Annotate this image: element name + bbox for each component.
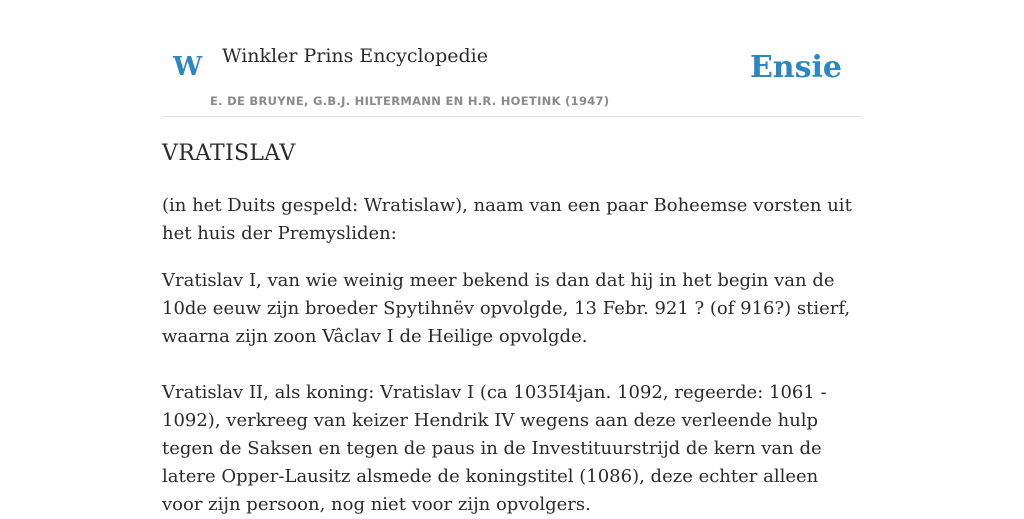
source-header [162,0,862,117]
entry-paragraph-vratislav-2: Vratislav II, als koning: Vratislav I (ca 1035I4jan. 1092, regeerde: 1061 - 1092), verkreeg van keizer Hendrik IV wegens aan deze verleende hulp tegen de Saksen en tegen de paus in de Investituurstrijd de kern van de latere Opper-Lausitz alsmede de koningstitel (1086), deze echter alleen voor zijn persoon, nog niet voor zijn opvolgers. [162,382,827,515]
entry-paragraph-vratislav-1: Vratislav I, van wie weinig meer bekend is dan dat hij in het begin van de 10de eeuw zijn broeder Spytihnëv opvolgde, 13 Febr. 921 ? (of 916?) stierf, waarna zijn zoon Vâclav I de Heilige opvolgde. [162,270,851,347]
entry-body [162,192,862,519]
source-title[interactable]: Winkler Prins Encyclopedie [222,45,488,67]
entry-paragraph-intro: (in het Duits gespeld: Wratislaw), naam van een paar Boheemse vorsten uit het huis der Premysliden: [162,195,852,244]
entry-title: VRATISLAV [162,141,296,166]
source-logo[interactable]: W [173,52,203,82]
brand-logo[interactable]: Ensie [749,50,842,85]
source-authors: E. DE BRUYNE, G.B.J. HILTERMANN EN H.R. HOETINK (1947) [210,94,610,108]
paragraph-spacer [162,351,862,379]
paragraph-spacer [162,248,862,267]
page [162,0,862,515]
